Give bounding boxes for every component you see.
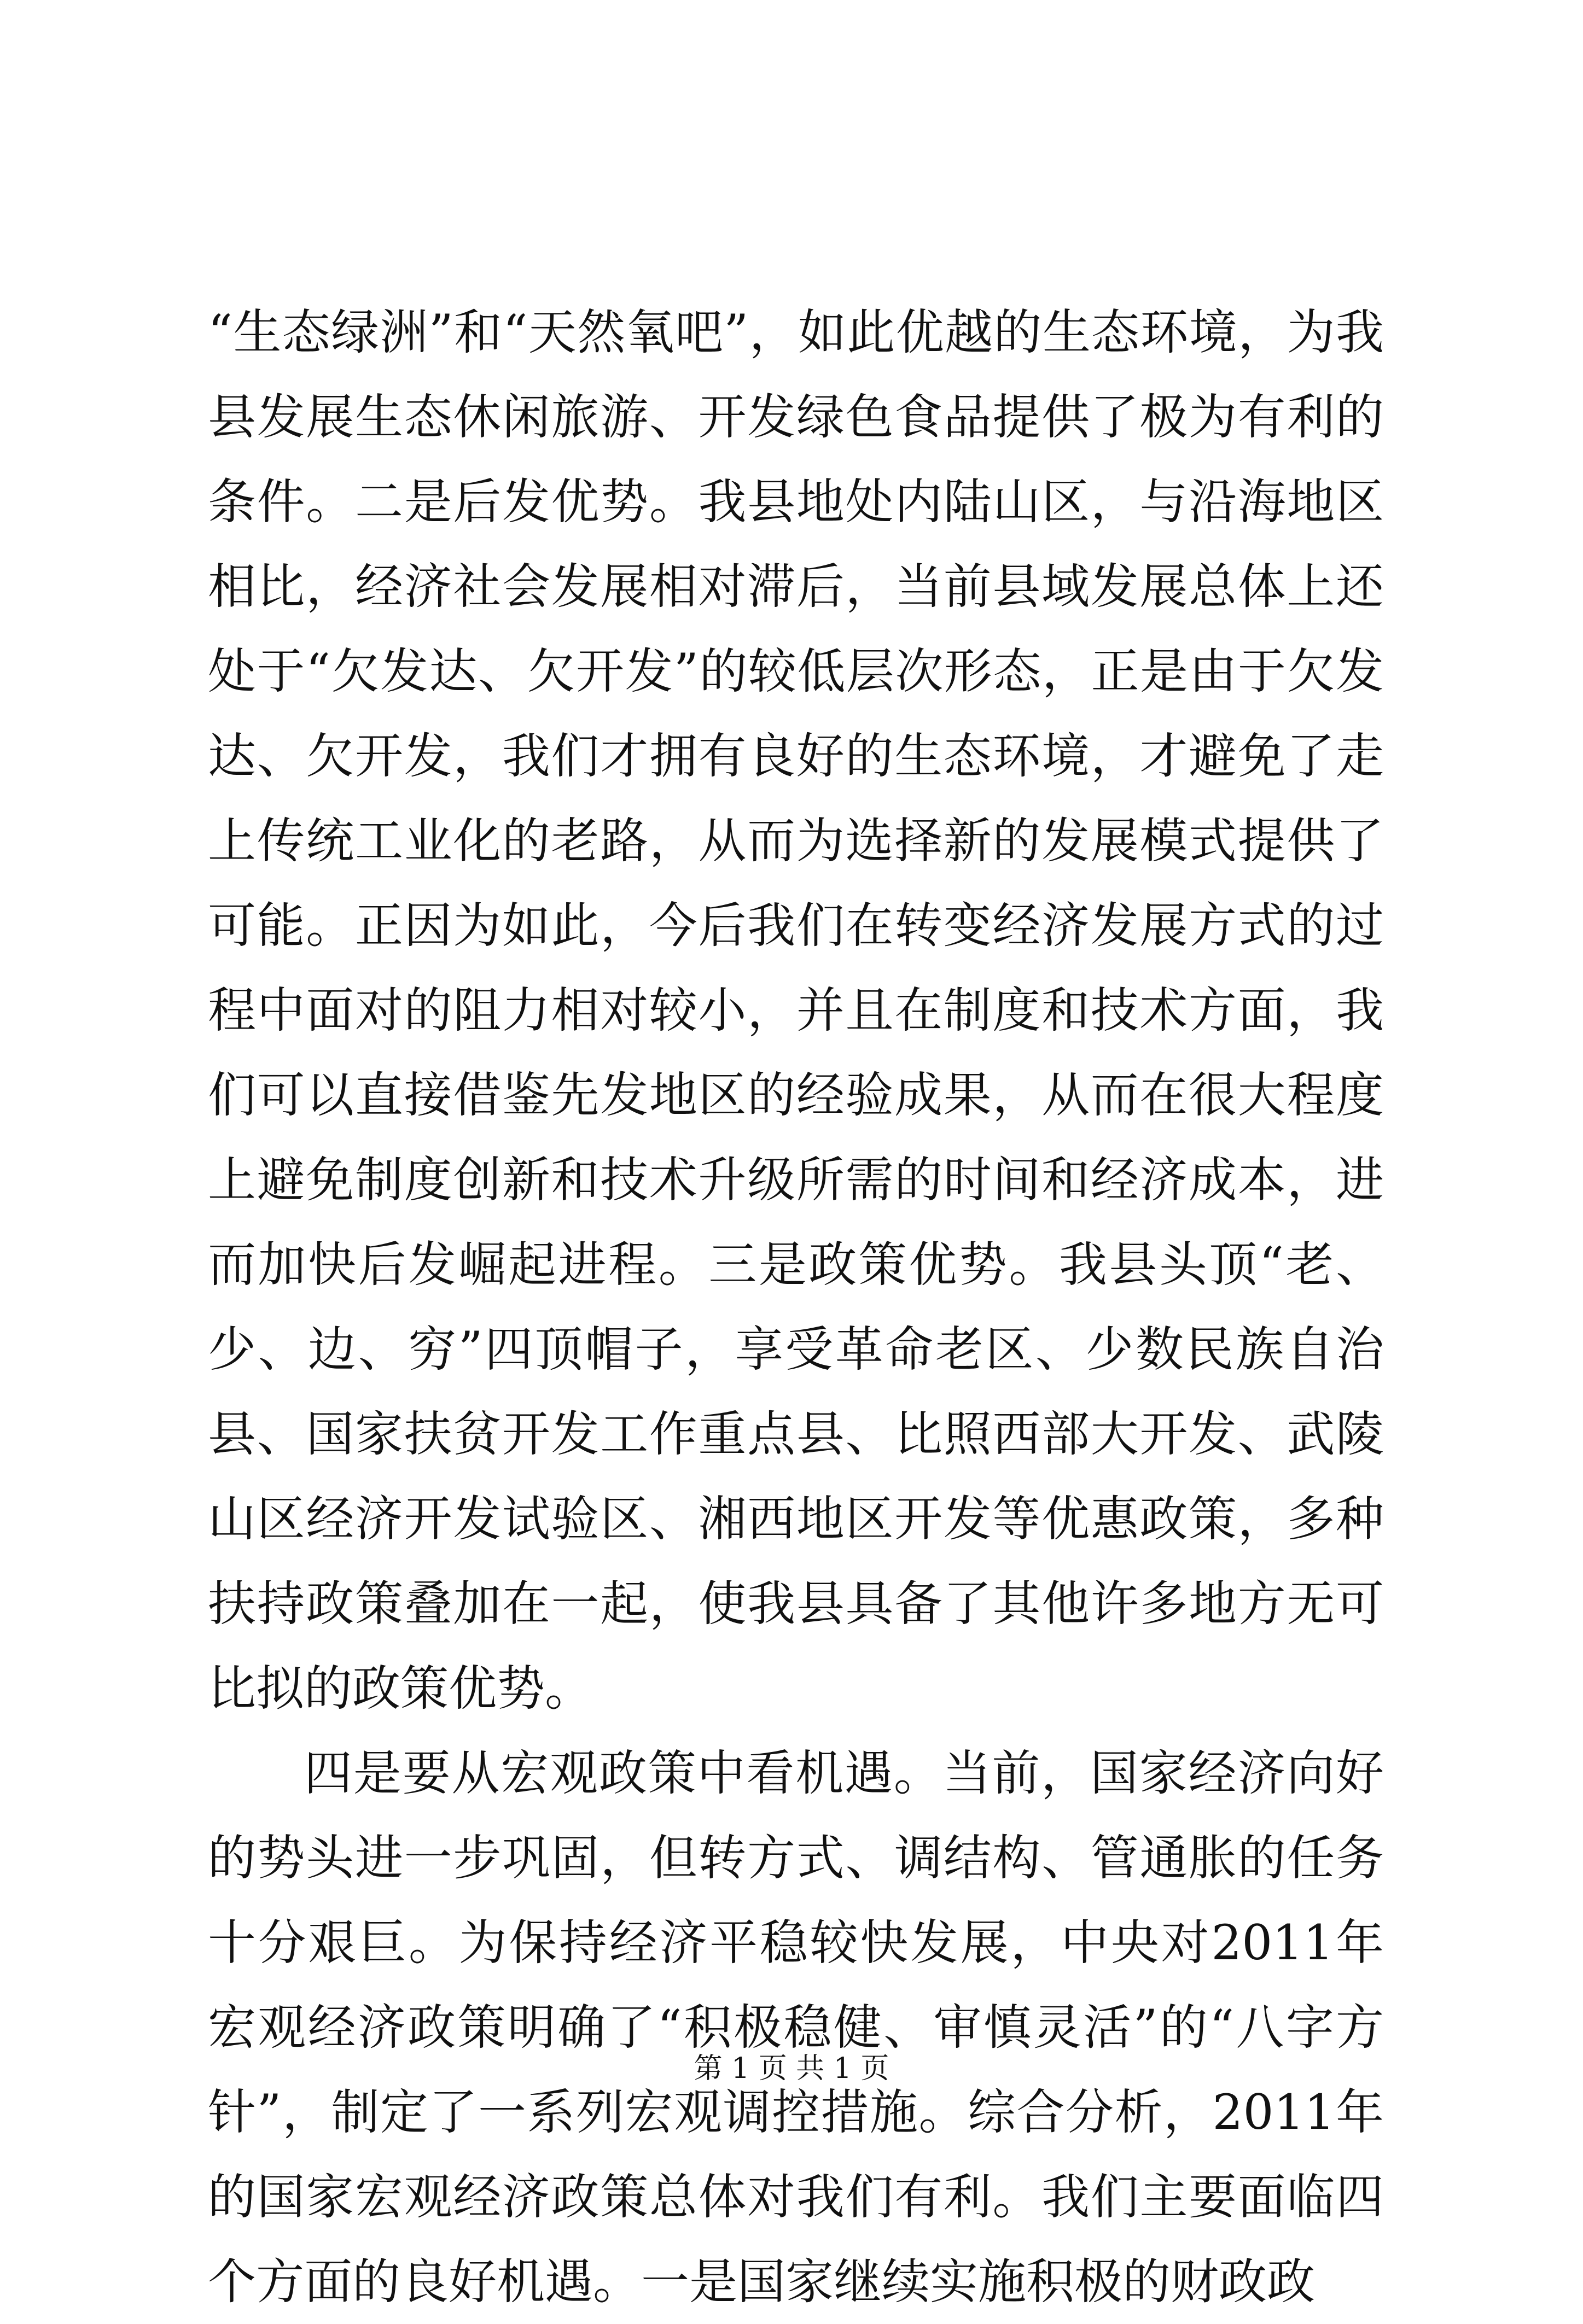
paragraph-2: 四是要从宏观政策中看机遇。当前，国家经济向好的势头进一步巩固，但转方式、调结构、管通胀的任务十分艰巨。为保持经济平稳较快发展，中央对2011年宏观经济政策明确了“积极稳健、审慎灵活”的“八字方针”，制定了一系列宏观调控措施。综合分析，2011年的国家宏观经济政策总体对我们有利。我们主要面临四个方面的良好机遇。一是国家继续实施积极的财政政	[208, 1745, 1384, 2310]
page-footer	[0, 2049, 1583, 2088]
paragraph-1: “生态绿洲”和“天然氧吧”，如此优越的生态环境，为我县发展生态休闲旅游、开发绿色食品提供了极为有利的条件。二是后发优势。我县地处内陆山区，与沿海地区相比，经济社会发展相对滞后，当前县域发展总体上还处于“欠发达、欠开发”的较低层次形态，正是由于欠发达、欠开发，我们才拥有良好的生态环境，才避免了走上传统工业化的老路，从而为选择新的发展模式提供了可能。正因为如此，今后我们在转变经济发展方式的过程中面对的阻力相对较小，并且在制度和技术方面，我们可以直接借鉴先发地区的经验成果，从而在很大程度上避免制度创新和技术升级所需的时间和经济成本，进而加快后发崛起进程。三是政策优势。我县头顶“老、少、边、穷”四顶帽子，享受革命老区、少数民族自治县、国家扶贫开发工作重点县、比照西部大开发、武陵山区经济开发试验区、湘西地区开发等优惠政策，多种扶持政策叠加在一起，使我县具备了其他许多地方无可比拟的政策优势。	[208, 304, 1384, 1716]
page-number-label: 第 1 页 共 1 页	[694, 2052, 889, 2085]
document-body	[208, 290, 1384, 2324]
